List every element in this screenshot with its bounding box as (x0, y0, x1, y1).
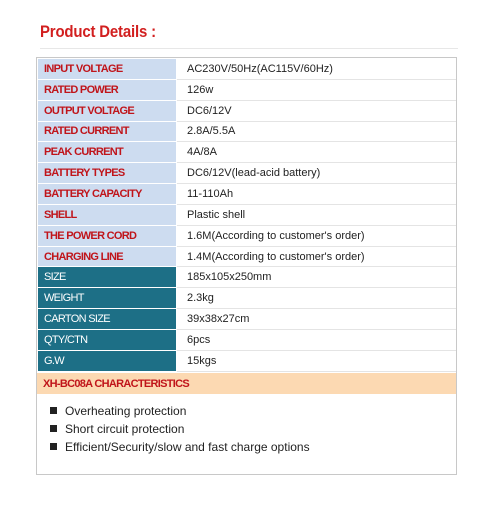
characteristics-heading: XH-BC08A CHARACTERISTICS (37, 372, 456, 394)
spec-table (37, 58, 456, 372)
spec-row (38, 288, 456, 309)
square-bullet-icon (50, 407, 57, 414)
spec-label: G.W (38, 350, 177, 371)
spec-row (38, 309, 456, 330)
spec-value: 39x38x27cm (177, 309, 456, 330)
spec-label: BATTERY TYPES (38, 163, 177, 184)
spec-row (38, 184, 456, 205)
spec-label: RATED CURRENT (38, 121, 177, 142)
square-bullet-icon (50, 443, 57, 450)
characteristic-item (50, 402, 456, 420)
spec-label: PEAK CURRENT (38, 142, 177, 163)
characteristic-item (50, 438, 456, 456)
spec-value: 2.8A/5.5A (177, 121, 456, 142)
characteristic-text: Efficient/Security/slow and fast charge options (65, 439, 310, 454)
title-divider (40, 48, 458, 49)
spec-label: QTY/CTN (38, 329, 177, 350)
spec-row (38, 79, 456, 100)
spec-value: 1.6M(According to customer's order) (177, 225, 456, 246)
spec-row (38, 225, 456, 246)
characteristics-list (37, 394, 456, 456)
spec-value: 15kgs (177, 350, 456, 371)
spec-label: OUTPUT VOLTAGE (38, 100, 177, 121)
spec-row (38, 350, 456, 371)
spec-value: 6pcs (177, 329, 456, 350)
spec-row (38, 142, 456, 163)
spec-row (38, 59, 456, 80)
spec-label: SHELL (38, 204, 177, 225)
spec-value: 1.4M(According to customer's order) (177, 246, 456, 267)
spec-value: 11-110Ah (177, 184, 456, 205)
spec-value: Plastic shell (177, 204, 456, 225)
spec-value: 4A/8A (177, 142, 456, 163)
characteristic-text: Overheating protection (65, 403, 187, 418)
spec-label: CARTON SIZE (38, 309, 177, 330)
square-bullet-icon (50, 425, 57, 432)
spec-value: DC6/12V(lead-acid battery) (177, 163, 456, 184)
spec-label: RATED POWER (38, 79, 177, 100)
spec-label: THE POWER CORD (38, 225, 177, 246)
spec-row (38, 121, 456, 142)
spec-row (38, 329, 456, 350)
spec-label: CHARGING LINE (38, 246, 177, 267)
spec-row (38, 100, 456, 121)
spec-row (38, 163, 456, 184)
spec-value: 2.3kg (177, 288, 456, 309)
spec-label: WEIGHT (38, 288, 177, 309)
characteristic-item (50, 420, 456, 438)
product-details-panel (36, 57, 457, 475)
spec-label: BATTERY CAPACITY (38, 184, 177, 205)
spec-value: DC6/12V (177, 100, 456, 121)
spec-row (38, 267, 456, 288)
spec-value: 126w (177, 79, 456, 100)
spec-row (38, 246, 456, 267)
page-title: Product Details : (40, 22, 156, 41)
spec-label: SIZE (38, 267, 177, 288)
characteristic-text: Short circuit protection (65, 421, 185, 436)
spec-label: INPUT VOLTAGE (38, 59, 177, 80)
spec-value: AC230V/50Hz(AC115V/60Hz) (177, 59, 456, 80)
spec-row (38, 204, 456, 225)
spec-value: 185x105x250mm (177, 267, 456, 288)
